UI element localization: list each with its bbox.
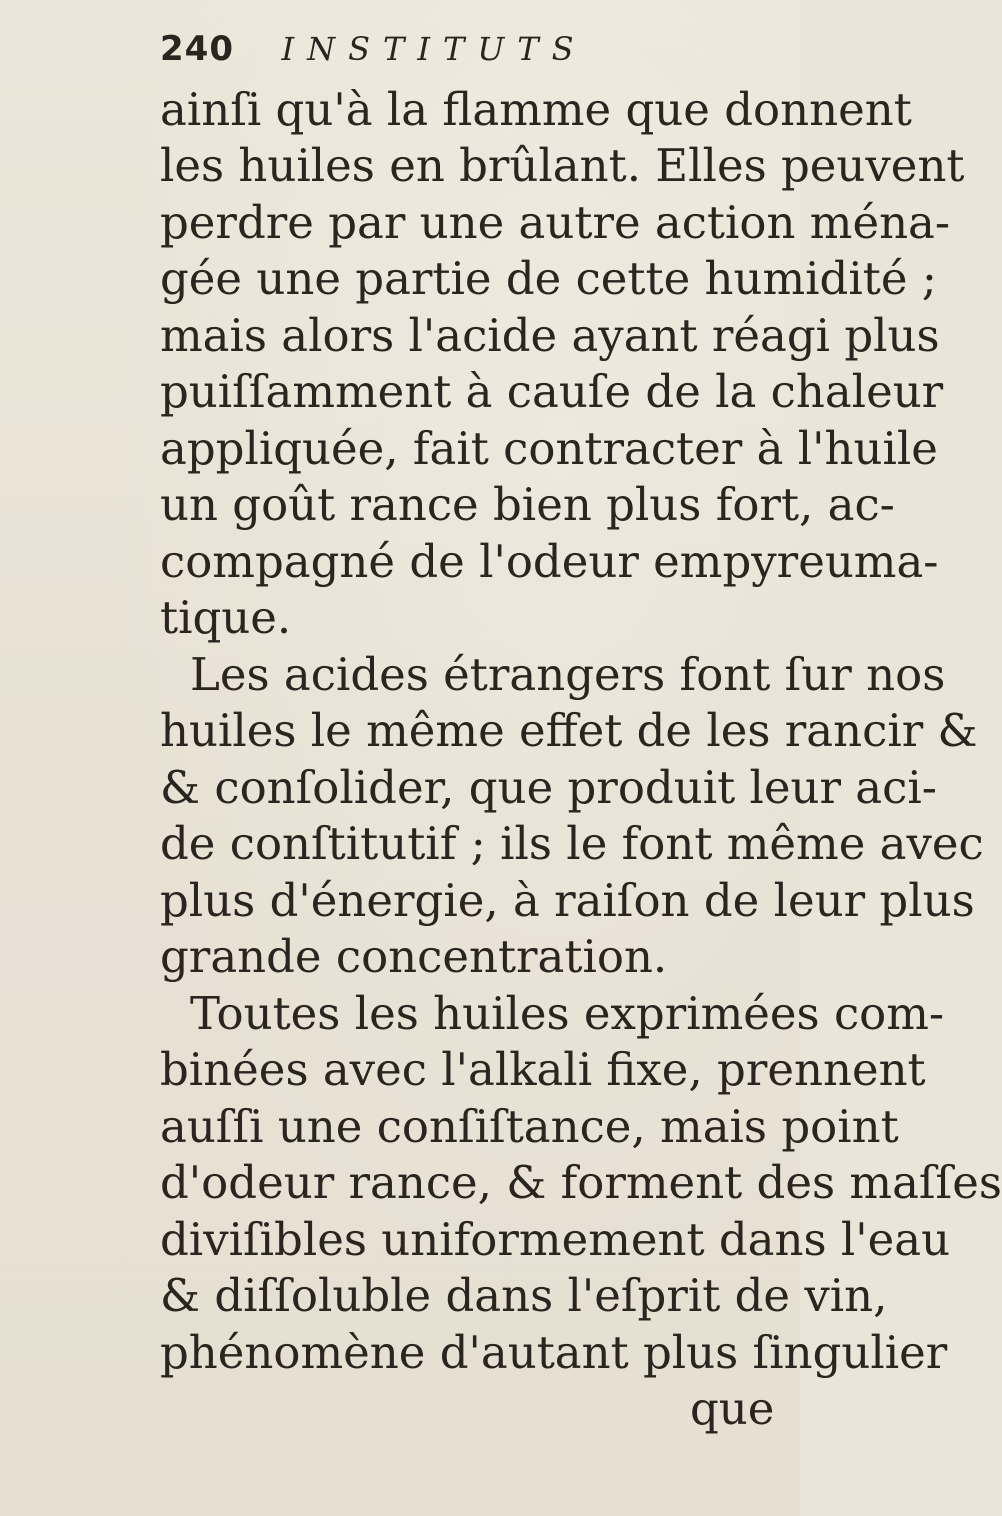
text-line: ainſi qu'à la flamme que donnent xyxy=(160,83,912,136)
text-line: grande concentration. xyxy=(160,930,668,983)
text-line: Toutes les huiles exprimées com- xyxy=(190,987,945,1040)
text-line: les huiles en brûlant. Elles peuvent xyxy=(160,139,965,192)
text-line: & conſolider, que produit leur aci- xyxy=(160,761,937,814)
text-line: compagné de l'odeur empyreuma- xyxy=(160,535,939,588)
text-line: huiles le même effet de les rancir & xyxy=(160,704,978,757)
text-line: mais alors l'acide ayant réagi plus xyxy=(160,309,940,362)
text-line: gée une partie de cette humidité ; xyxy=(160,252,937,305)
text-line: tique. xyxy=(160,591,292,644)
text-line: un goût rance bien plus fort, ac- xyxy=(160,478,895,531)
text-line: auſſi une conſiſtance, mais point xyxy=(160,1100,899,1153)
text-line: puiſſamment à cauſe de la chaleur xyxy=(160,365,944,418)
text-line: perdre par une autre action ména- xyxy=(160,196,951,249)
text-line: binées avec l'alkali fixe, prennent xyxy=(160,1043,926,1096)
text-line: appliquée, fait contracter à l'huile xyxy=(160,422,938,475)
running-title: INSTITUTS xyxy=(281,30,587,68)
text-line: & diſſoluble dans l'eſprit de vin, xyxy=(160,1269,888,1322)
text-line: plus d'énergie, à raiſon de leur plus xyxy=(160,874,975,927)
text-line: diviſibles uniformement dans l'eau xyxy=(160,1213,951,1266)
text-line: d'odeur rance, & forment des maſſes xyxy=(160,1156,1002,1209)
page-header xyxy=(160,22,720,76)
text-line: de conſtitutif ; ils le font même avec xyxy=(160,817,984,870)
text-line: Les acides étrangers font ſur nos xyxy=(190,648,946,701)
text-line: phénomène d'autant plus ſingulier xyxy=(160,1326,948,1379)
page-number: 240 xyxy=(160,29,234,69)
catchword: que xyxy=(690,1382,775,1435)
